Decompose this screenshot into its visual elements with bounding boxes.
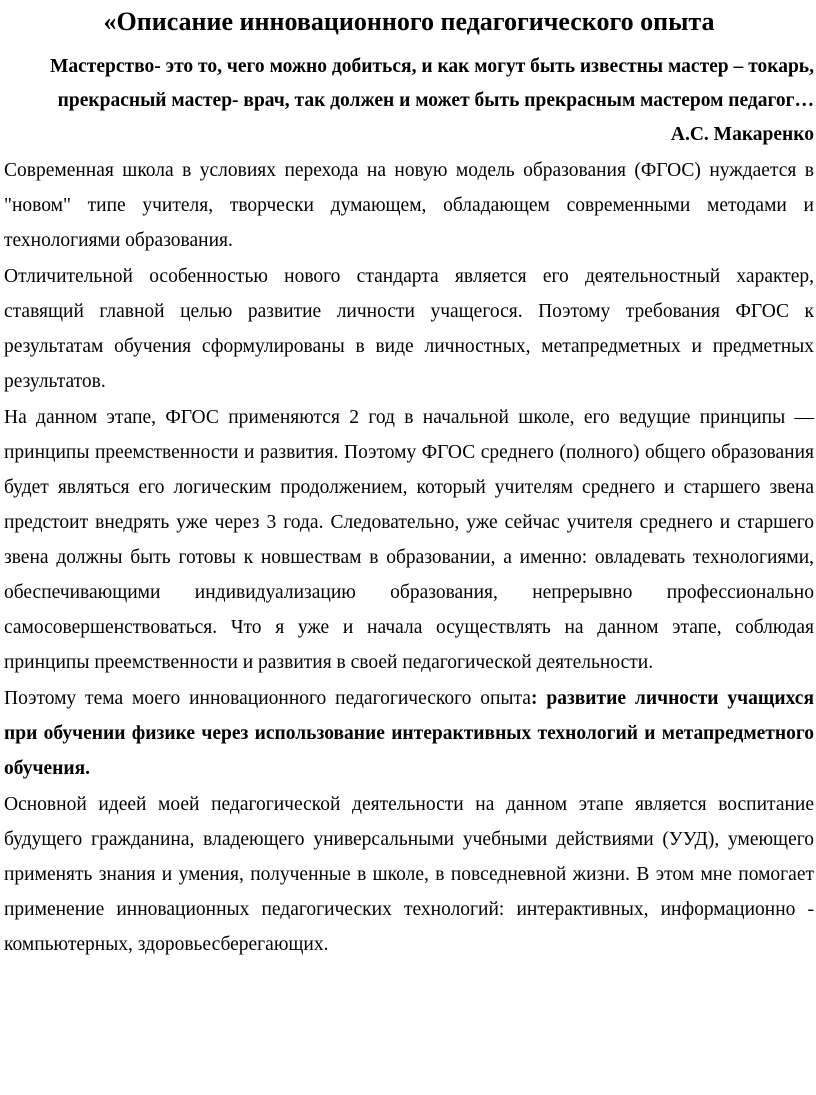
document-title: «Описание инновационного педагогического опыта (103, 7, 715, 36)
paragraph-modern-school: Современная школа в условиях перехода на новую модель образования (ФГОС) нуждается в "новом" типе учителя, творчески думающем, обладающем современными методами и технологиями образования. (4, 160, 814, 251)
epigraph-quote: Мастерство- это то, чего можно добиться, и как могут быть известны мастер – токарь, прекрасный мастер- врач, так должен и может быть прекрасным мастером педагог… (50, 56, 814, 111)
theme-bold-text: : развитие личности учащихся при обучении физике через использование интерактивных технологий и метапредметного обучения. (4, 688, 814, 779)
paragraph-standard-feature: Отличительной особенностью нового стандарта является его деятельностный характер, ставящий главной целью развитие личности учащегося. Поэтому требования ФГОС к результатам обучения сформулированы в виде личностных, метапредметных и предметных результатов. (4, 266, 814, 392)
epigraph-author: А.С. Макаренко (670, 124, 814, 145)
paragraph-current-stage: На данном этапе, ФГОС применяются 2 год в начальной школе, его ведущие принципы — принципы преемственности и развития. Поэтому ФГОС среднего (полного) общего образования будет являться его логическим продолжением, который учителям среднего и старшего звена предстоит внедрять уже через 3 года. Следовательно, уже сейчас учителя среднего и старшего звена должны быть готовы к новшествам в образовании, а именно: овладевать технологиями, обеспечивающими индивидуализацию образования, непрерывно профессионально самосовершенствоваться. Что я уже и начала осуществлять на данном этапе, соблюдая принципы преемственности и развития в своей педагогической деятельности. (4, 407, 814, 673)
paragraph-main-idea: Основной идеей моей педагогической деятельности на данном этапе является воспитание будущего гражданина, владеющего универсальными учебными действиями (УУД), умеющего применять знания и умения, полученные в школе, в повседневной жизни. В этом мне помогает применение инновационных педагогических технологий: интерактивных, информационно - компьютерных, здоровьесберегающих. (4, 794, 814, 955)
paragraph-experience-theme (4, 681, 814, 786)
theme-intro-text: Поэтому тема моего инновационного педагогического опыта (4, 688, 531, 709)
